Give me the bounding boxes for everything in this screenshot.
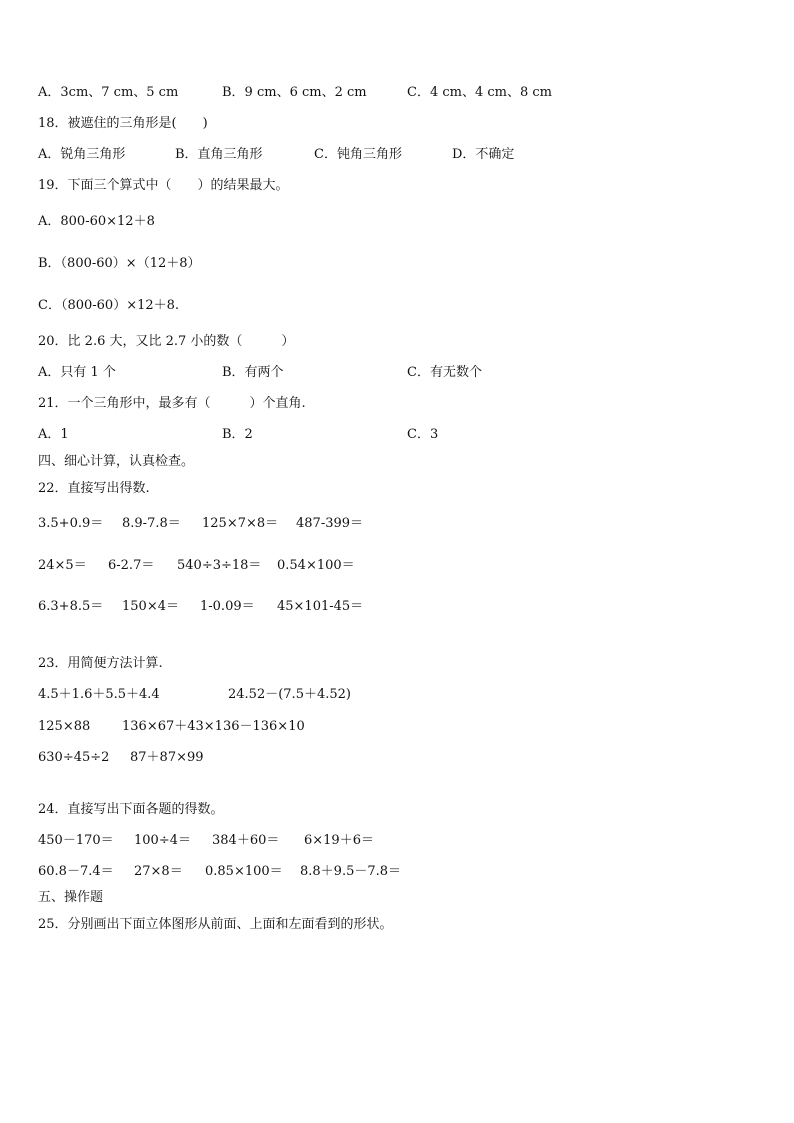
q24-item: 100÷4＝	[134, 833, 191, 848]
q24-item: 60.8－7.4＝	[38, 864, 114, 879]
q18-option-b: B．直角三角形	[175, 147, 263, 162]
q18-stem: 18．被遮住的三角形是( )	[38, 116, 208, 131]
q22-item: 45×101-45＝	[277, 599, 364, 614]
q23-item: 136×67＋43×136－136×10	[122, 719, 305, 734]
q22-item: 6-2.7＝	[108, 558, 155, 573]
section-5-heading: 五、操作题	[38, 890, 104, 905]
q18-option-a: A．锐角三角形	[38, 147, 126, 162]
q22-item: 8.9-7.8＝	[122, 516, 181, 531]
q20-stem: 20．比 2.6 大，又比 2.7 小的数（ ）	[38, 334, 295, 349]
q19-stem: 19．下面三个算式中（ ）的结果最大。	[38, 178, 289, 193]
q18-option-d: D．不确定	[452, 147, 515, 162]
q24-item: 27×8＝	[134, 864, 183, 879]
q17-option-b: B．9 cm、6 cm、2 cm	[222, 85, 367, 100]
q20-option-c: C．有无数个	[407, 365, 482, 380]
q19-option-a: A．800-60×12＋8	[38, 214, 155, 229]
q18-option-c: C．钝角三角形	[314, 147, 402, 162]
q23-item: 87＋87×99	[130, 750, 204, 765]
q22-item: 150×4＝	[122, 599, 179, 614]
q19-option-c: C．（800-60）×12＋8.	[38, 298, 180, 313]
q22-item: 24×5＝	[38, 558, 87, 573]
q22-item: 1-0.09＝	[200, 599, 255, 614]
section-4-heading: 四、细心计算，认真检查。	[38, 454, 195, 469]
q22-item: 6.3+8.5＝	[38, 599, 104, 614]
q24-item: 0.85×100＝	[205, 864, 283, 879]
q23-item: 4.5＋1.6＋5.5＋4.4	[38, 687, 160, 702]
q22-item: 540÷3÷18＝	[177, 558, 262, 573]
q23-stem: 23．用简便方法计算.	[38, 656, 163, 671]
q23-item: 630÷45÷2	[38, 750, 110, 765]
q20-option-a: A．只有 1 个	[38, 365, 116, 380]
q17-option-a: A．3cm、7 cm、5 cm	[38, 85, 179, 100]
q24-item: 450－170＝	[38, 833, 114, 848]
q25-stem: 25．分别画出下面立体图形从前面、上面和左面看到的形状。	[38, 917, 393, 932]
q23-item: 125×88	[38, 719, 91, 734]
q22-item: 487-399＝	[296, 516, 364, 531]
q24-item: 8.8＋9.5－7.8＝	[300, 864, 402, 879]
q24-item: 6×19＋6＝	[304, 833, 374, 848]
q22-item: 0.54×100＝	[277, 558, 355, 573]
q22-stem: 22．直接写出得数.	[38, 481, 150, 496]
q24-stem: 24．直接写出下面各题的得数。	[38, 802, 224, 817]
q20-option-b: B．有两个	[222, 365, 284, 380]
q17-option-c: C．4 cm、4 cm、8 cm	[407, 85, 552, 100]
q22-item: 3.5+0.9＝	[38, 516, 104, 531]
q23-item: 24.52－(7.5＋4.52)	[228, 687, 351, 702]
q19-option-b: B．（800-60）×（12＋8）	[38, 256, 201, 271]
q21-option-a: A．1	[38, 427, 69, 442]
q21-stem: 21．一个三角形中，最多有（ ）个直角.	[38, 396, 306, 411]
q24-item: 384＋60＝	[212, 833, 280, 848]
q21-option-b: B．2	[222, 427, 253, 442]
q21-option-c: C．3	[407, 427, 439, 442]
q22-item: 125×7×8＝	[202, 516, 279, 531]
